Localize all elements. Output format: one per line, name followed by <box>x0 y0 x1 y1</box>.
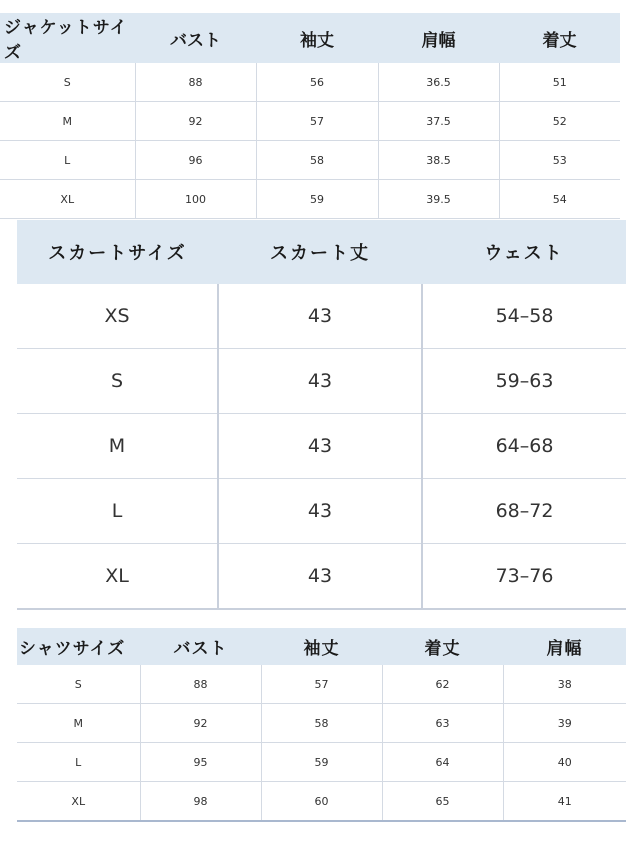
value-cell: 73–76 <box>422 544 626 610</box>
value-cell: 88 <box>135 63 256 102</box>
table-row <box>17 704 626 743</box>
table-row <box>17 349 626 414</box>
value-cell: 65 <box>382 782 503 822</box>
value-cell: 39.5 <box>378 180 499 219</box>
value-cell: 63 <box>382 704 503 743</box>
table-row <box>0 141 620 180</box>
table-row <box>17 782 626 822</box>
value-cell: 39 <box>503 704 626 743</box>
header-cell: バスト <box>140 628 261 665</box>
value-cell: 41 <box>503 782 626 822</box>
table-header-row <box>17 220 626 284</box>
size-cell: M <box>17 414 218 479</box>
table-header-row <box>17 628 626 665</box>
value-cell: 68–72 <box>422 479 626 544</box>
header-cell: 着丈 <box>499 13 620 63</box>
size-cell: S <box>0 63 135 102</box>
header-cell: 着丈 <box>382 628 503 665</box>
header-cell: スカートサイズ <box>17 220 218 284</box>
value-cell: 92 <box>135 102 256 141</box>
header-cell: 肩幅 <box>503 628 626 665</box>
value-cell: 53 <box>499 141 620 180</box>
table-row <box>17 544 626 610</box>
header-cell: ジャケットサイズ <box>0 13 135 63</box>
value-cell: 43 <box>218 414 422 479</box>
value-cell: 88 <box>140 665 261 704</box>
value-cell: 59 <box>261 743 382 782</box>
table-row <box>17 284 626 349</box>
value-cell: 92 <box>140 704 261 743</box>
value-cell: 57 <box>261 665 382 704</box>
table-row <box>17 665 626 704</box>
value-cell: 64 <box>382 743 503 782</box>
table-row <box>0 102 620 141</box>
value-cell: 38.5 <box>378 141 499 180</box>
value-cell: 54–58 <box>422 284 626 349</box>
size-cell: XS <box>17 284 218 349</box>
size-cell: M <box>0 102 135 141</box>
value-cell: 43 <box>218 349 422 414</box>
header-cell: 袖丈 <box>261 628 382 665</box>
value-cell: 60 <box>261 782 382 822</box>
header-cell: ウェスト <box>422 220 626 284</box>
value-cell: 52 <box>499 102 620 141</box>
value-cell: 43 <box>218 479 422 544</box>
value-cell: 95 <box>140 743 261 782</box>
skirt-size-table <box>17 220 626 610</box>
size-cell: XL <box>17 544 218 610</box>
value-cell: 100 <box>135 180 256 219</box>
value-cell: 96 <box>135 141 256 180</box>
header-cell: 肩幅 <box>378 13 499 63</box>
jacket-size-table <box>0 13 620 219</box>
size-cell: L <box>17 479 218 544</box>
value-cell: 51 <box>499 63 620 102</box>
size-cell: XL <box>17 782 140 822</box>
header-cell: 袖丈 <box>256 13 378 63</box>
size-cell: M <box>17 704 140 743</box>
size-cell: S <box>17 665 140 704</box>
size-cell: XL <box>0 180 135 219</box>
value-cell: 59 <box>256 180 378 219</box>
value-cell: 37.5 <box>378 102 499 141</box>
value-cell: 43 <box>218 544 422 610</box>
value-cell: 40 <box>503 743 626 782</box>
value-cell: 62 <box>382 665 503 704</box>
header-cell: バスト <box>135 13 256 63</box>
value-cell: 58 <box>261 704 382 743</box>
table-row <box>17 479 626 544</box>
value-cell: 36.5 <box>378 63 499 102</box>
table-row <box>17 414 626 479</box>
value-cell: 54 <box>499 180 620 219</box>
size-cell: S <box>17 349 218 414</box>
size-cell: L <box>17 743 140 782</box>
shirt-size-table <box>17 628 626 822</box>
value-cell: 59–63 <box>422 349 626 414</box>
value-cell: 56 <box>256 63 378 102</box>
header-cell: シャツサイズ <box>17 628 140 665</box>
table-header-row <box>0 13 620 63</box>
value-cell: 43 <box>218 284 422 349</box>
size-cell: L <box>0 141 135 180</box>
table-row <box>17 743 626 782</box>
value-cell: 57 <box>256 102 378 141</box>
table-row <box>0 180 620 219</box>
value-cell: 38 <box>503 665 626 704</box>
value-cell: 98 <box>140 782 261 822</box>
value-cell: 64–68 <box>422 414 626 479</box>
header-cell: スカート丈 <box>218 220 422 284</box>
table-row <box>0 63 620 102</box>
value-cell: 58 <box>256 141 378 180</box>
